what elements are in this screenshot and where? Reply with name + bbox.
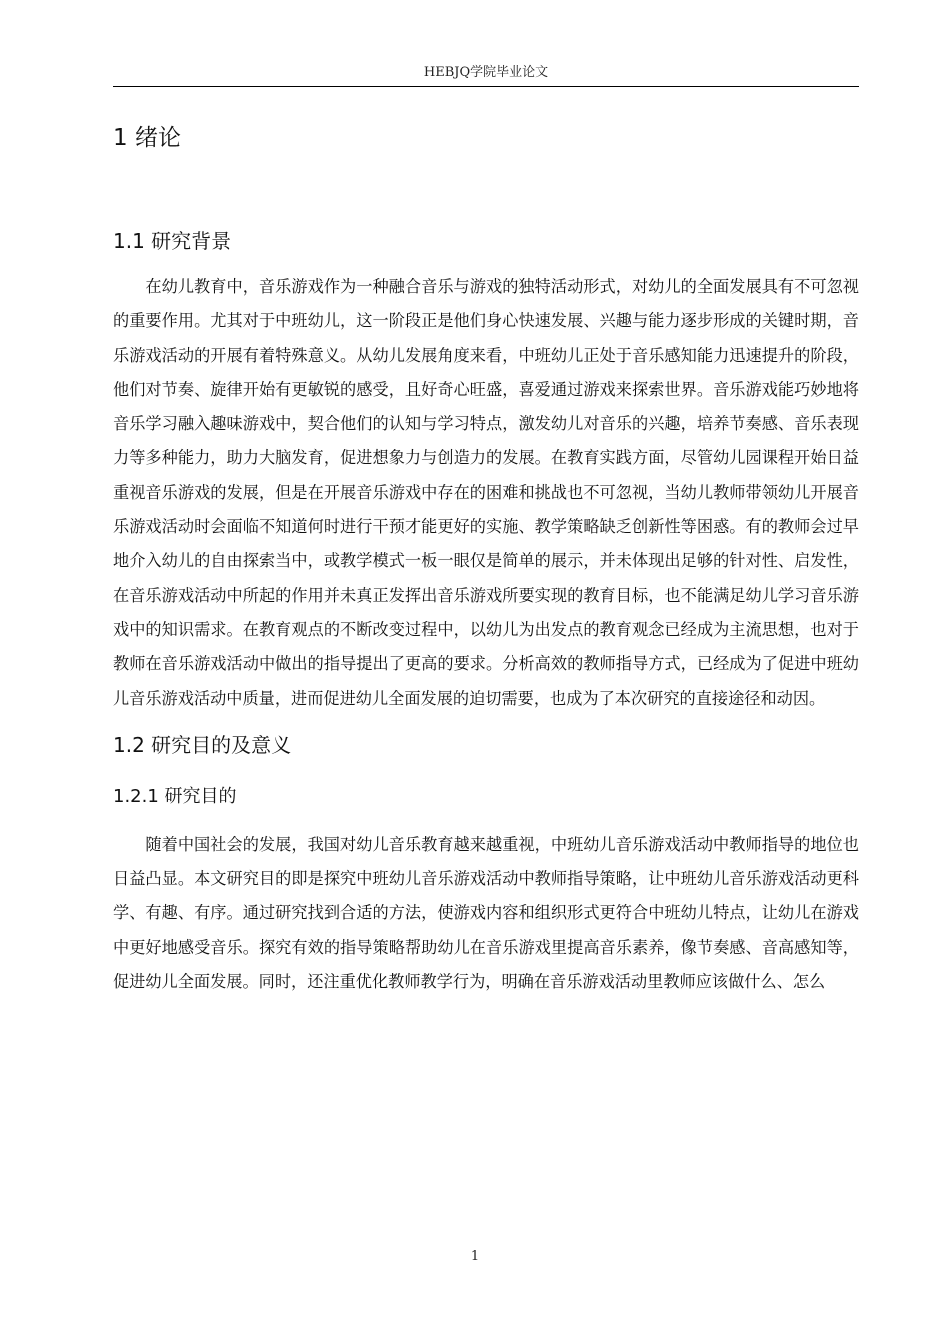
subsection-1-2-1-paragraph: 随着中国社会的发展，我国对幼儿音乐教育越来越重视，中班幼儿音乐游戏活动中教师指导的地位也日益凸显。本文研究目的即是探究中班幼儿音乐游戏活动中教师指导策略，让中班幼儿音乐游戏活动更科学、有趣、有序。通过研究找到合适的方法，使游戏内容和组织形式更符合中班幼儿特点，让幼儿在游戏中更好地感受音乐。探究有效的指导策略帮助幼儿在音乐游戏里提高音乐素养，像节奏感、音高感知等，促进幼儿全面发展。同时，还注重优化教师教学行为，明确在音乐游戏活动里教师应该做什么、怎么 bbox=[113, 834, 859, 992]
page-content bbox=[113, 118, 859, 999]
section-1-1-paragraph: 在幼儿教育中，音乐游戏作为一种融合音乐与游戏的独特活动形式，对幼儿的全面发展具有不可忽视的重要作用。尤其对于中班幼儿，这一阶段正是他们身心快速发展、兴趣与能力逐步形成的关键时期，音乐游戏活动的开展有着特殊意义。从幼儿发展角度来看，中班幼儿正处于音乐感知能力迅速提升的阶段，他们对节奏、旋律开始有更敏锐的感受，且好奇心旺盛，喜爱通过游戏来探索世界。音乐游戏能巧妙地将音乐学习融入趣味游戏中，契合他们的认知与学习特点，激发幼儿对音乐的兴趣，培养节奏感、音乐表现力等多种能力，助力大脑发育，促进想象力与创造力的发展。在教育实践方面，尽管幼儿园课程开始日益重视音乐游戏的发展，但是在开展音乐游戏中存在的困难和挑战也不可忽视，当幼儿教师带领幼儿开展音乐游戏活动时会面临不知道何时进行干预才能更好的实施、教学策略缺乏创新性等困惑。有的教师会过早地介入幼儿的自由探索当中，或教学模式一板一眼仅是简单的展示，并未体现出足够的针对性、启发性，在音乐游戏活动中所起的作用并未真正发挥出音乐游戏所要实现的教育目标，也不能满足幼儿学习音乐游戏中的知识需求。在教育观点的不断改变过程中，以幼儿为出发点的教育观念已经成为主流思想，也对于教师在音乐游戏活动中做出的指导提出了更高的要求。分析高效的教师指导方式，已经成为了促进中班幼儿音乐游戏活动中质量，进而促进幼儿全面发展的迫切需要，也成为了本次研究的直接途径和动因。 bbox=[113, 277, 859, 708]
section-title-1-1: 1.1 研究背景 bbox=[113, 229, 232, 253]
running-header: HEBJQ学院毕业论文 bbox=[423, 65, 549, 80]
header-rule bbox=[113, 86, 859, 87]
section-title-1-2: 1.2 研究目的及意义 bbox=[113, 732, 292, 757]
subsection-title-1-2-1: 1.2.1 研究目的 bbox=[113, 785, 237, 807]
chapter-title: 1 绪论 bbox=[113, 125, 181, 151]
page-number: 1 bbox=[470, 1249, 480, 1264]
